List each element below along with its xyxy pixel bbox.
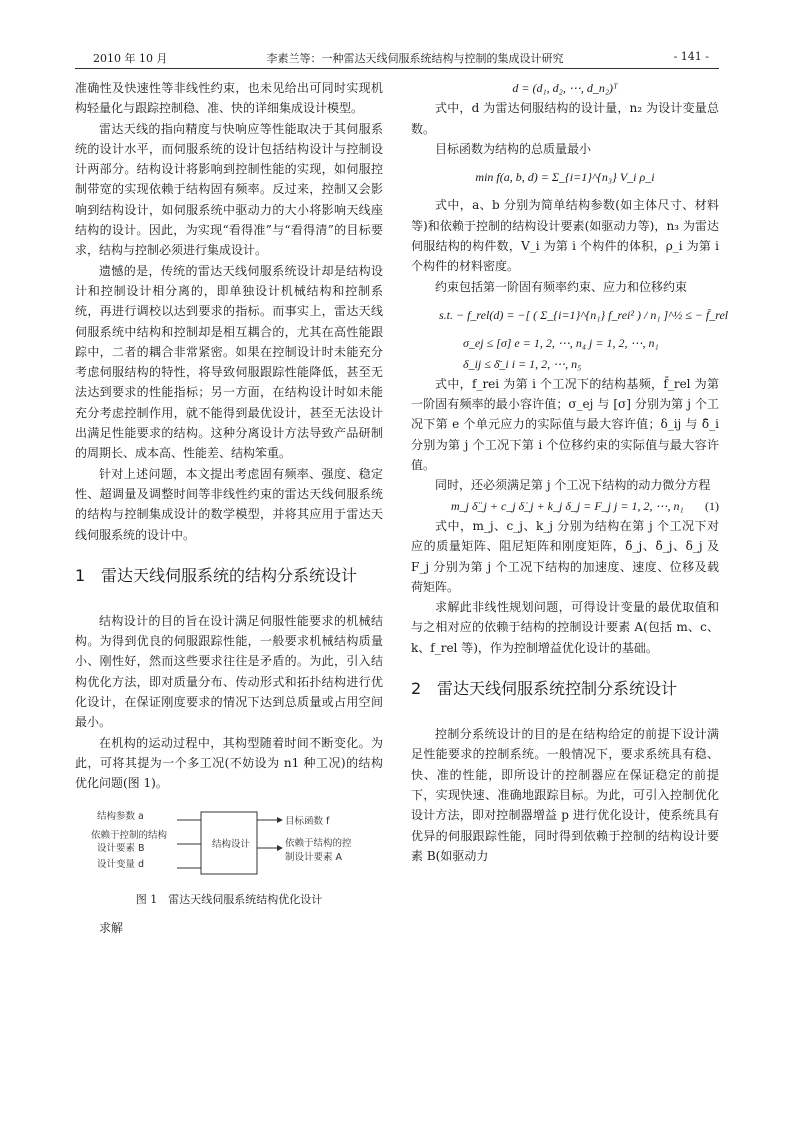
figure-1 <box>75 804 383 910</box>
figure-caption: 图 1 雷达天线伺服系统结构优化设计 <box>135 892 323 906</box>
paragraph: 约束包括第一阶固有频率约束、应力和位移约束 <box>435 279 688 294</box>
paragraph: 求解 <box>99 920 124 935</box>
section-heading-1 <box>75 563 383 589</box>
figure-input-label: 设计要素 B <box>97 842 145 854</box>
equation-displacement-constraint: δ_ij ≤ δ̄_i i = 1, 2, ⋯, n₅ <box>463 356 582 371</box>
paragraph: 式中，m_j、c_j、k_j 分别为结构在第 j 个工况下对应的质量矩阵、阻尼矩阵和刚度矩阵，δ̈_j、δ̇_j、δ_j 及 F_j 分别为第 j 个工况下结构的加速度、速度、位移及载荷矩阵。 <box>411 518 719 594</box>
section-number: 2 <box>411 679 422 699</box>
equation-frequency-constraint: s.t. − f_rel(d) = −[ ( Σ_{i=1}^{n₁} f_rei² ) / n₁ ]^½ ≤ − f̄_rel <box>439 307 729 322</box>
figure-input-label: 结构参数 a <box>97 810 144 822</box>
header-page-number: - 141 - <box>673 50 709 63</box>
equation-dynamics-body: m_j δ̈_j + c_j δ̇_j + k_j δ_j = F_j j = 1, 2, ⋯, n₁ <box>451 498 684 513</box>
left-column <box>75 78 383 938</box>
paragraph: 求解此非线性规划问题，可得设计变量的最优取值和与之相对应的依赖于结构的控制设计要素 A(包括 m、c、k、f_rel 等)，作为控制增益优化设计的基础。 <box>411 600 719 655</box>
figure-input-label: 设计变量 d <box>97 858 145 870</box>
paragraph: 式中，d 为雷达伺服结构的设计量，n₂ 为设计变量总数。 <box>411 101 719 136</box>
paragraph: 结构设计的目的旨在设计满足伺服性能要求的机械结构。为得到优良的伺服跟踪性能，一般要求机械结构质量小、刚性好，然而这些要求往往是矛盾的。为此，引入结构优化方法，即对质量分布、传动形式和拓扑结构进行优化设计，在保证刚度要求的情况下达到总质量或占用空间最小。 <box>75 613 383 730</box>
paragraph: 准确性及快速性等非线性约束，也未见给出可同时实现机构轻量化与跟踪控制稳、准、快的详细集成设计模型。 <box>75 81 383 116</box>
figure-output-label: 制设计要素 A <box>285 851 343 863</box>
section-heading-2 <box>411 676 719 702</box>
figure-output-label: 依赖于结构的控 <box>285 837 352 849</box>
paragraph: 控制分系统设计的目的是在结构给定的前提下设计满足性能要求的控制系统。一般情况下，要求系统具有稳、快、准的性能，即所设计的控制器应在保证稳定的前提下，实现快速、准确地跟踪目标。为此，可引入控制优化设计方法，即对控制器增益 p 进行优化设计，使系统具有优异的伺服跟踪性能，同时得到依赖于控制的结构设计要素 B(如驱动力 <box>411 727 719 863</box>
figure-input-label: 依赖于控制的结构 <box>91 829 168 841</box>
section-title: 雷达天线伺服系统的结构分系统设计 <box>101 565 358 585</box>
paragraph: 式中，a、b 分别为简单结构参数(如主体尺寸、材料等)和依赖于控制的结构设计要素(如驱动力等)，n₃ 为雷达伺服结构的构件数，V_i 为第 i 个构件的体积，ρ_i 为第 i 个构件的材料密度。 <box>411 198 719 274</box>
equation-design-vector: d = (d₁, d₂, ⋯, d_n₂)ᵀ <box>512 81 618 95</box>
paragraph: 式中，f_rei 为第 i 个工况下的结构基频，f̄_rel 为第一阶固有频率的最小容许值；σ_ej 与 [σ] 分别为第 j 个工况下第 e 个单元应力的实际值与最大容许值；δ_ij 与 δ̄_i 分别为第 j 个工况下第 i 个位移约束的实际值与最大容许值。 <box>411 376 719 473</box>
header-date: 2010 年 10 月 <box>93 52 168 65</box>
equation-objective: min f(a, b, d) = Σ_{i=1}^{n₃} V_i ρ_i <box>475 170 655 185</box>
equation-dynamics <box>411 496 719 516</box>
paragraph: 同时，还必须满足第 j 个工况下结构的动力微分方程 <box>435 478 711 493</box>
section-number: 1 <box>75 565 86 585</box>
paragraph: 针对上述问题，本文提出考虑固有频率、强度、稳定性、超调量及调整时间等非线性约束的雷达天线伺服系统的结构与控制集成设计的数学模型，并将其应用于雷达天线伺服系统的设计中。 <box>75 466 383 542</box>
paragraph: 遗憾的是，传统的雷达天线伺服系统设计却是结构设计和控制设计相分离的，即单独设计机械结构和控制系统，再进行调校以达到要求的指标。而事实上，雷达天线伺服系统中结构和控制却是相互耦合的，尤其在高性能跟踪中，二者的耦合非常紧密。如果在控制设计时未能充分考虑伺服结构的特性，将导致伺服跟踪性能降低，甚至无法达到要求的性能指标；另一方面，在结构设计时如未能充分考虑控制作用，就不能得到最优设计，甚至无法设计出满足性能要求的结构。这种分离设计方法导致产品研制的周期长、成本高、性能差、结构笨重。 <box>75 263 383 461</box>
section-title: 雷达天线伺服系统控制分系统设计 <box>437 679 678 699</box>
figure-box-label: 结构设计 <box>211 838 250 850</box>
running-header <box>75 50 719 69</box>
figure-output-label: 目标函数 f <box>285 815 330 827</box>
equation-stress-constraint: σ_ej ≤ [σ] e = 1, 2, ⋯, n₄ j = 1, 2, ⋯, n₁ <box>463 336 659 351</box>
paragraph: 雷达天线的指向精度与快响应等性能取决于其伺服系统的设计水平，而伺服系统的设计包括结构设计与控制设计两部分。结构设计将影响到控制性能的实现，如伺服控制带宽的实现依赖于结构固有频率。反过来，控制又会影响到结构设计，如伺服系统中驱动力的大小将影响天线座结构的设计。因此，为实现“看得准”与“看得清”的目标要求，结构与控制必须进行集成设计。 <box>75 121 383 258</box>
equation-number: (1) <box>705 498 719 513</box>
paragraph: 在机构的运动过程中，其构型随着时间不断变化。为此，可将其提为一个多工况(不妨设为 n1 种工况)的结构优化问题(图 1)。 <box>75 735 383 791</box>
right-column <box>411 78 729 866</box>
paragraph: 目标函数为结构的总质量最小 <box>435 141 592 156</box>
header-running-title: 李素兰等：一种雷达天线伺服系统结构与控制的集成设计研究 <box>266 52 564 65</box>
